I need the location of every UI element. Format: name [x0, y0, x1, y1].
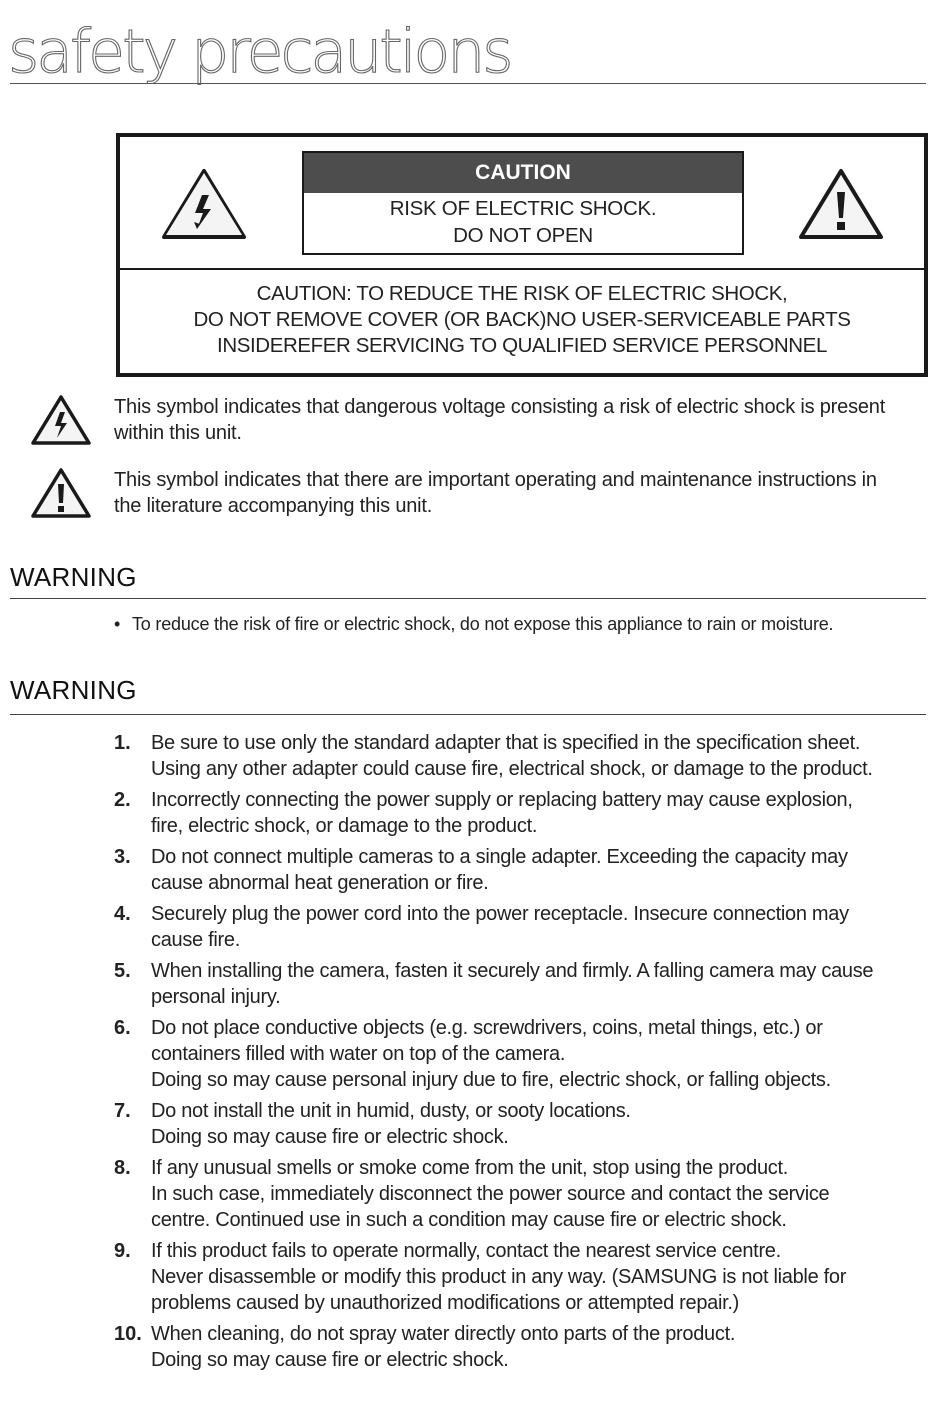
lightning-warning-icon — [161, 168, 247, 240]
list-item-text: Incorrectly connecting the power supply or replacing battery may cause explosion, — [151, 789, 853, 811]
list-item-number: 3. — [114, 846, 131, 868]
list-item-text: When cleaning, do not spray water directly onto parts of the product. — [151, 1323, 736, 1345]
symbol-description-line: This symbol indicates that there are important operating and maintenance instructions in — [114, 469, 877, 491]
list-item-text: centre. Continued use in such a condition may cause fire or electric shock. — [151, 1209, 787, 1231]
caution-box-body — [120, 281, 924, 359]
list-item-text: If any unusual smells or smoke come from the unit, stop using the product. — [151, 1157, 789, 1179]
list-item-text: fire, electric shock, or damage to the product. — [151, 815, 538, 837]
warning-bullet-text: To reduce the risk of fire or electric shock, do not expose this appliance to rain or moisture. — [132, 614, 834, 634]
section-divider — [10, 714, 926, 715]
caution-label — [302, 151, 744, 255]
exclamation-warning-icon — [798, 168, 884, 240]
symbol-description-line: within this unit. — [114, 422, 242, 444]
warning-list-item — [114, 958, 926, 1010]
caution-label-line: DO NOT OPEN — [453, 224, 593, 247]
bullet-icon: • — [114, 614, 121, 634]
list-item-text: Using any other adapter could cause fire, electrical shock, or damage to the product. — [151, 758, 873, 780]
warning-list-item — [114, 1098, 926, 1150]
list-item-text: Do not place conductive objects (e.g. screwdrivers, coins, metal things, etc.) or — [151, 1017, 823, 1039]
warning-list-item — [114, 1238, 926, 1316]
list-item-text: cause fire. — [151, 929, 240, 951]
list-item-text: In such case, immediately disconnect the power source and contact the service — [151, 1183, 830, 1205]
list-item-text: cause abnormal heat generation or fire. — [151, 872, 489, 894]
list-item-text: problems caused by unauthorized modifications or attempted repair.) — [151, 1292, 740, 1314]
exclamation-warning-icon — [30, 467, 92, 519]
list-item-number: 9. — [114, 1240, 131, 1262]
list-item-number: 10. — [114, 1323, 142, 1345]
warning-list-item — [114, 787, 926, 839]
symbol-description-line: This symbol indicates that dangerous voltage consisting a risk of electric shock is present — [114, 396, 886, 418]
list-item-number: 2. — [114, 789, 131, 811]
warning-bullet-item — [114, 614, 833, 635]
warning-list-item — [114, 1015, 926, 1093]
warning-list-item — [114, 1155, 926, 1233]
section-divider — [10, 598, 926, 599]
caution-body-line: INSIDEREFER SERVICING TO QUALIFIED SERVICE PERSONNEL — [217, 334, 827, 357]
lightning-warning-icon — [30, 394, 92, 446]
caution-header: CAUTION — [304, 153, 742, 193]
warning-list-item — [114, 844, 926, 896]
list-item-text: Be sure to use only the standard adapter that is specified in the specification sheet. — [151, 732, 861, 754]
list-item-text: Doing so may cause personal injury due to fire, electric shock, or falling objects. — [151, 1069, 831, 1091]
warning-list — [114, 730, 926, 1378]
caution-body-line: DO NOT REMOVE COVER (OR BACK)NO USER-SERVICEABLE PARTS — [193, 308, 851, 331]
list-item-text: Doing so may cause fire or electric shock. — [151, 1126, 509, 1148]
symbol-description — [114, 467, 926, 519]
list-item-number: 8. — [114, 1157, 131, 1179]
list-item-text: Never disassemble or modify this product in any way. (SAMSUNG is not liable for — [151, 1266, 847, 1288]
warning-list-item — [114, 901, 926, 953]
list-item-number: 6. — [114, 1017, 131, 1039]
warning-heading: WARNING — [10, 562, 137, 592]
list-item-text: Do not connect multiple cameras to a single adapter. Exceeding the capacity may — [151, 846, 848, 868]
symbol-description — [114, 394, 926, 446]
warning-heading: WARNING — [10, 675, 137, 705]
warning-list-item — [114, 1321, 926, 1373]
list-item-text: personal injury. — [151, 986, 281, 1008]
list-item-number: 4. — [114, 903, 131, 925]
list-item-text: When installing the camera, fasten it securely and firmly. A falling camera may cause — [151, 960, 874, 982]
list-item-text: If this product fails to operate normally, contact the nearest service centre. — [151, 1240, 781, 1262]
page-title: safety precautions — [8, 17, 511, 87]
caution-label-line: RISK OF ELECTRIC SHOCK. — [389, 197, 657, 220]
title-divider — [10, 83, 926, 84]
list-item-text: Securely plug the power cord into the power receptacle. Insecure connection may — [151, 903, 849, 925]
list-item-number: 7. — [114, 1100, 131, 1122]
warning-list-item — [114, 730, 926, 782]
caution-body-line: CAUTION: TO REDUCE THE RISK OF ELECTRIC SHOCK, — [256, 282, 788, 305]
list-item-text: Doing so may cause fire or electric shock. — [151, 1349, 509, 1371]
symbol-description-line: the literature accompanying this unit. — [114, 495, 433, 517]
caution-box — [116, 133, 928, 377]
list-item-number: 5. — [114, 960, 131, 982]
caution-box-top — [120, 137, 924, 270]
list-item-number: 1. — [114, 732, 131, 754]
list-item-text: Do not install the unit in humid, dusty, or sooty locations. — [151, 1100, 631, 1122]
list-item-text: containers filled with water on top of the camera. — [151, 1043, 566, 1065]
